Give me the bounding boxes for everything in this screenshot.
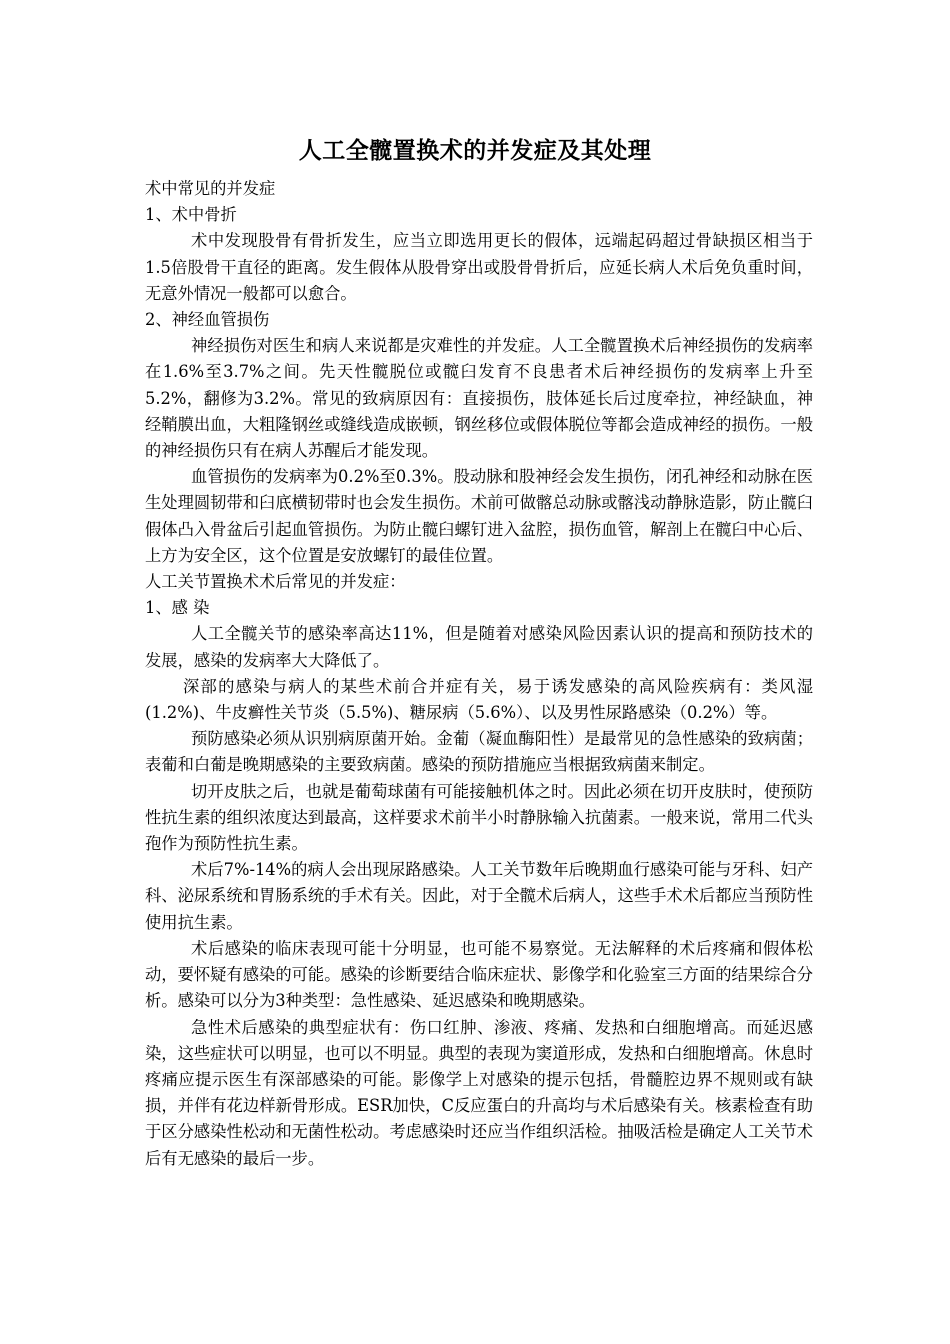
paragraph: 术后7%-14%的病人会出现尿路感染。人工关节数年后晚期血行感染可能与牙科、妇产科、泌尿系统和胃肠系统的手术有关。因此，对于全髋术后病人，这些手术术后都应当预防性使用抗生素。 — [145, 860, 813, 932]
paragraph: 术后感染的临床表现可能十分明显，也可能不易察觉。无法解释的术后疼痛和假体松动，要怀疑有感染的可能。感染的诊断要结合临床症状、影像学和化验室三方面的结果综合分析。感染可以分为3种类型：急性感染、延迟感染和晚期感染。 — [145, 938, 813, 1011]
paragraph: 人工全髋关节的感染率高达11%，但是随着对感染风险因素认识的提高和预防技术的发展，感染的发病率大大降低了。 — [145, 624, 813, 670]
paragraph: 预防感染必须从识别病原菌开始。金葡（凝血酶阳性）是最常见的急性感染的致病菌；表葡和白葡是晚期感染的主要致病菌。感染的预防措施应当根据致病菌来制定。 — [145, 729, 813, 775]
page-title: 人工全髋置换术的并发症及其处理 — [298, 137, 652, 164]
section-heading: 术中常见的并发症 — [145, 179, 276, 198]
subsection-heading: 1、感 染 — [145, 598, 210, 618]
paragraph: 急性术后感染的典型症状有：伤口红肿、渗液、疼痛、发热和白细胞增高。而延迟感染，这些症状可以明显，也可以不明显。典型的表现为窦道形成，发热和白细胞增高。休息时疼痛应提示医生有深部感染的可能。影像学上对感染的提示包括，骨髓腔边界不规则或有缺损，并伴有花边样新骨形成。ESR加快，C反应蛋白的升高均与术后感染有关。核素检查有助于区分感染性松动和无菌性松动。考虑感染时还应当作组织活检。抽吸活检是确定人工关节术后有无感染的最后一步。 — [145, 1017, 813, 1168]
subsection-heading: 2、神经血管损伤 — [145, 310, 270, 330]
paragraph: 神经损伤对医生和病人来说都是灾难性的并发症。人工全髋置换术后神经损伤的发病率在1.6%至3.7%之间。先天性髋脱位或髋臼发育不良患者术后神经损伤的发病率上升至5.2%，翻修为3.2%。常见的致病原因有：直接损伤，肢体延长后过度牵拉，神经缺血，神经鞘膜出血，大粗隆钢丝或缝线造成嵌顿，钢丝移位或假体脱位等都会造成神经的损伤。一般的神经损伤只有在病人苏醒后才能发现。 — [145, 336, 813, 461]
paragraph: 切开皮肤之后，也就是葡萄球菌有可能接触机体之时。因此必须在切开皮肤时，使预防性抗生素的组织浓度达到最高，这样要求术前半小时静脉输入抗菌素。一般来说，常用二代头孢作为预防性抗生素。 — [145, 781, 813, 854]
subsection-heading: 1、术中骨折 — [145, 205, 237, 225]
section-heading: 人工关节置换术术后常见的并发症： — [145, 572, 406, 592]
paragraph: 术中发现股骨有骨折发生，应当立即选用更长的假体，远端起码超过骨缺损区相当于1.5倍股骨干直径的距离。发生假体从股骨穿出或股骨骨折后，应延长病人术后免负重时间，无意外情况一般都可以愈合。 — [145, 231, 813, 303]
paragraph: 深部的感染与病人的某些术前合并症有关，易于诱发感染的高风险疾病有：类风湿(1.2%)、牛皮癣性关节炎（5.5%)、糖尿病（5.6%）、以及男性尿路感染（0.2%）等。 — [145, 676, 813, 723]
paragraph: 血管损伤的发病率为0.2%至0.3%。股动脉和股神经会发生损伤，闭孔神经和动脉在医生处理圆韧带和臼底横韧带时也会发生损伤。术前可做髂总动脉或髂浅动静脉造影，防止髋臼假体凸入骨盆后引起血管损伤。为防止髋臼螺钉进入盆腔，损伤血管，解剖上在髋臼中心后、上方为安全区，这个位置是安放螺钉的最佳位置。 — [145, 467, 813, 565]
document-body — [145, 176, 813, 1172]
